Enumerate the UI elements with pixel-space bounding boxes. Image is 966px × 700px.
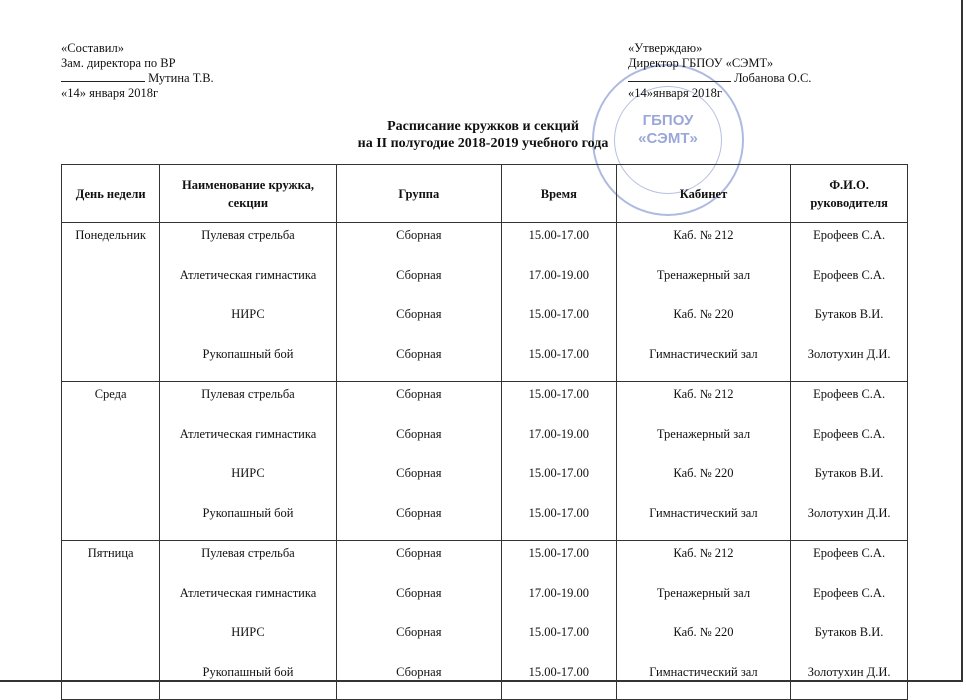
day-cell: [62, 223, 160, 382]
time: 15.00-17.00: [528, 546, 590, 560]
table-row: [62, 223, 908, 382]
room: Каб. № 220: [673, 625, 734, 639]
section-name-cell: [160, 541, 336, 700]
compiled-by-block: [61, 41, 214, 100]
group-cell: [336, 382, 501, 541]
header-leader: Ф.И.О. руководителя: [791, 165, 908, 223]
header-time: Время: [501, 165, 616, 223]
room: Каб. № 212: [673, 228, 734, 242]
room-cell: [616, 382, 790, 541]
leader: Бутаков В.И.: [814, 625, 884, 639]
day-name: Понедельник: [75, 228, 146, 242]
approved-by-block: [628, 41, 811, 100]
time: 17.00-19.00: [528, 267, 590, 282]
compiled-label: «Составил»: [61, 41, 124, 55]
group-cell: [336, 223, 501, 382]
header-day: День недели: [62, 165, 160, 223]
approved-date: «14»января 2018г: [628, 85, 722, 100]
room: Тренажерный зал: [656, 426, 751, 441]
leader: Бутаков В.И.: [814, 466, 884, 480]
leader: Ерофеев С.А.: [813, 546, 886, 560]
group-cell: [336, 541, 501, 700]
time: 15.00-17.00: [528, 625, 590, 639]
compiled-date: «14» января 2018г: [61, 85, 159, 100]
signature-underline: [628, 70, 731, 82]
group: Сборная: [396, 546, 442, 560]
day-name: Среда: [94, 387, 127, 401]
time: 15.00-17.00: [528, 307, 590, 321]
document-title: Расписание кружков и секций: [387, 119, 579, 134]
group: Сборная: [396, 585, 442, 600]
time: 15.00-17.00: [528, 505, 590, 520]
section-name: Рукопашный бой: [202, 346, 294, 361]
leader: Золотухин Д.И.: [807, 505, 891, 520]
leader: Ерофеев С.А.: [813, 585, 886, 600]
table-header-row: [62, 165, 908, 223]
group: Сборная: [396, 426, 442, 441]
group: Сборная: [396, 505, 442, 520]
approved-label: «Утверждаю»: [628, 41, 703, 55]
time-cell: [501, 223, 616, 382]
group: Сборная: [396, 267, 442, 282]
section-name: НИРС: [231, 466, 265, 480]
stamp-text-line1: ГБПОУ: [642, 112, 694, 129]
section-name: Пулевая стрельба: [201, 387, 295, 401]
leader-cell: [791, 382, 908, 541]
day-cell: [62, 382, 160, 541]
approved-name: Лобанова О.С.: [734, 71, 812, 85]
time-cell: [501, 382, 616, 541]
room: Каб. № 212: [673, 546, 734, 560]
room: Гимнастический зал: [649, 505, 758, 520]
day-cell: [62, 541, 160, 700]
signature-underline: [61, 70, 145, 82]
header-section-name: Наименование кружка, секции: [160, 165, 336, 223]
section-name-cell: [160, 223, 336, 382]
leader: Бутаков В.И.: [814, 307, 884, 321]
stamp-text-line2: «СЭМТ»: [638, 130, 698, 147]
group: Сборная: [396, 625, 442, 639]
room: Тренажерный зал: [656, 585, 751, 600]
compiled-name: Мутина Т.В.: [148, 71, 214, 85]
section-name: Пулевая стрельба: [201, 546, 295, 560]
time: 15.00-17.00: [528, 228, 590, 242]
room-cell: [616, 223, 790, 382]
group: Сборная: [396, 346, 442, 361]
day-name: Пятница: [87, 546, 134, 560]
approved-signature-line: [628, 70, 811, 86]
section-name: Атлетическая гимнастика: [179, 426, 317, 441]
time-cell: [501, 541, 616, 700]
leader: Ерофеев С.А.: [813, 228, 886, 242]
room: Каб. № 212: [673, 387, 734, 401]
group: Сборная: [396, 307, 442, 321]
schedule-table: [61, 164, 908, 700]
header-room: Кабинет: [616, 165, 790, 223]
time: 15.00-17.00: [528, 664, 590, 679]
leader: Золотухин Д.И.: [807, 346, 891, 361]
leader-cell: [791, 541, 908, 700]
leader-cell: [791, 223, 908, 382]
section-name: Атлетическая гимнастика: [179, 267, 317, 282]
group: Сборная: [396, 387, 442, 401]
section-name: НИРС: [231, 625, 265, 639]
compiled-position: Зам. директора по ВР: [61, 55, 176, 70]
time: 17.00-19.00: [528, 426, 590, 441]
section-name: Атлетическая гимнастика: [179, 585, 317, 600]
leader: Ерофеев С.А.: [813, 426, 886, 441]
section-name: Пулевая стрельба: [201, 228, 295, 242]
compiled-signature-line: [61, 70, 214, 86]
approved-position: Директор ГБПОУ «СЭМТ»: [628, 55, 774, 70]
time: 15.00-17.00: [528, 346, 590, 361]
time: 15.00-17.00: [528, 387, 590, 401]
room: Каб. № 220: [673, 466, 734, 480]
leader: Ерофеев С.А.: [813, 387, 886, 401]
table-row: [62, 541, 908, 700]
leader: Золотухин Д.И.: [807, 664, 891, 679]
room-cell: [616, 541, 790, 700]
group: Сборная: [396, 466, 442, 480]
document-subtitle: на II полугодие 2018-2019 учебного года: [357, 136, 609, 151]
section-name: НИРС: [231, 307, 265, 321]
group: Сборная: [396, 228, 442, 242]
room: Тренажерный зал: [656, 267, 751, 282]
section-name: Рукопашный бой: [202, 505, 294, 520]
section-name: Рукопашный бой: [202, 664, 294, 679]
header-group: Группа: [336, 165, 501, 223]
room: Гимнастический зал: [649, 346, 758, 361]
leader: Ерофеев С.А.: [813, 267, 886, 282]
time: 17.00-19.00: [528, 585, 590, 600]
time: 15.00-17.00: [528, 466, 590, 480]
group: Сборная: [396, 664, 442, 679]
table-row: [62, 382, 908, 541]
room: Каб. № 220: [673, 307, 734, 321]
room: Гимнастический зал: [649, 664, 758, 679]
section-name-cell: [160, 382, 336, 541]
